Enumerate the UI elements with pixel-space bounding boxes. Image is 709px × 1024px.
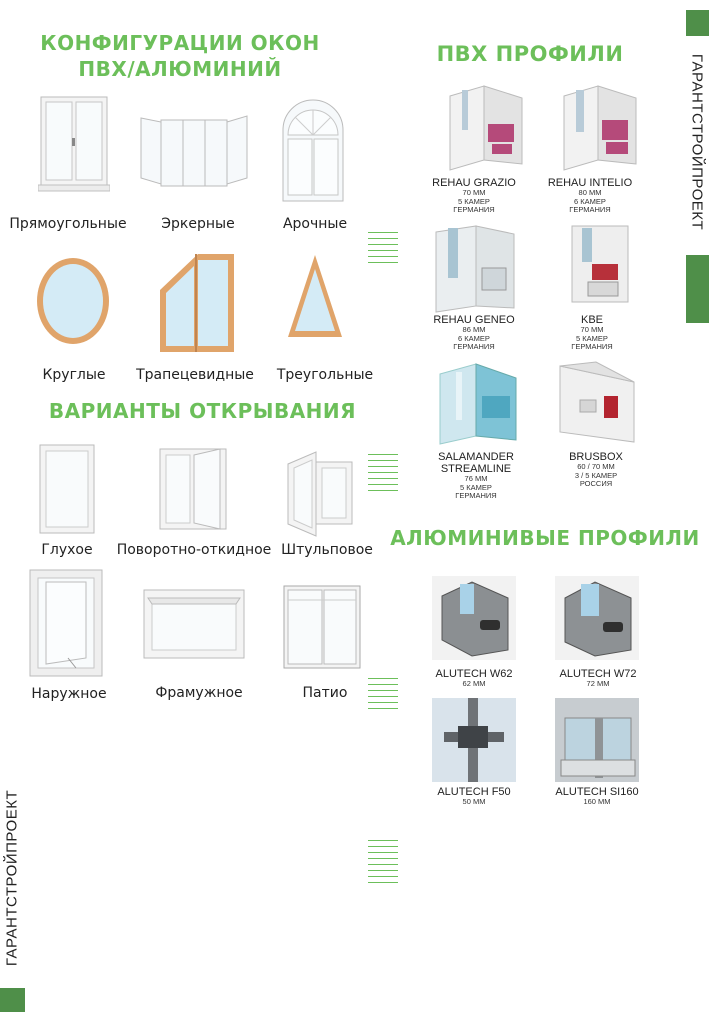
section-title-configs [20,30,340,82]
profile-name: ALUTECH W62 [435,668,513,680]
pvc-profile-2 [538,177,642,215]
profile-spec: ГЕРМАНИЯ [453,205,495,214]
profile-spec: 5 КАМЕР [458,196,490,206]
config-label: Арочные [282,216,348,232]
patio-door-icon [282,584,362,670]
profile-image [432,576,516,660]
alu-profile-3 [424,786,524,807]
profile-spec: 70 ММ [580,325,604,334]
brand-vertical-left: ГАРАНТСТРОЙПРОЕКТ [3,789,21,967]
rectangular-window-icon [38,96,110,196]
trapezoid-window-icon [158,250,236,354]
config-label: Круглые [42,367,106,383]
profile-spec: 6 КАМЕР [458,333,490,343]
decor-lines [368,454,398,496]
profile-image [555,576,639,660]
decor-lines [368,232,398,268]
pvc-profile-1 [422,177,526,215]
profile-spec: 50 ММ [462,797,486,806]
brand-bar-right [686,255,709,323]
arched-window-icon [280,97,346,205]
section-title-alu: АЛЮМИНИВЫЕ ПРОФИЛИ [390,526,700,550]
profile-name: BRUSBOX [569,451,623,463]
profile-spec: 72 ММ [586,679,610,688]
profile-spec: РОССИЯ [579,479,613,488]
profile-image [568,224,632,304]
brand-vertical-right: ГАРАНТСТРОЙПРОЕКТ [688,53,706,231]
profile-spec: 80 ММ [578,188,602,197]
opening-label: Фрамужное [155,685,243,701]
profile-spec: 76 ММ [464,474,488,483]
profile-image [432,698,516,782]
profile-spec: 70 ММ [462,188,486,197]
profile-name: ALUTECH SI160 [555,786,639,798]
profile-spec: 5 КАМЕР [576,333,608,343]
pvc-profile-3 [422,314,526,352]
profile-name: REHAU GENEO [433,314,515,326]
pvc-profile-6 [548,451,644,489]
config-label: Треугольные [276,367,374,383]
opening-label: Глухое [41,542,93,558]
configs-title-line2: ПВХ/АЛЮМИНИЙ [78,57,282,81]
config-label: Эркерные [161,216,235,232]
opening-label: Поворотно-откидное [116,542,272,558]
profile-spec: 6 КАМЕР [574,196,606,206]
profile-image [558,84,642,174]
profile-spec: 3 / 5 КАМЕР [574,470,618,480]
bay-window-icon [139,112,249,192]
profile-name: REHAU GRAZIO [432,177,516,189]
transom-window-icon [142,588,246,660]
profile-spec: ГЕРМАНИЯ [453,342,495,351]
profile-name: SALAMANDER [438,451,514,463]
profile-image [444,84,528,174]
config-label: Трапецевидные [136,367,254,383]
alu-profile-1 [424,668,524,689]
profile-image [436,362,520,446]
fixed-window-icon [38,443,96,535]
profile-spec: 160 ММ [583,797,611,806]
round-window-icon [34,255,112,347]
decor-lines [368,840,398,888]
pvc-profile-4 [544,314,640,352]
profile-name: REHAU INTELIO [547,177,633,189]
profile-spec: 86 ММ [462,325,486,334]
profile-image [555,698,639,782]
profile-image [432,224,518,314]
profile-spec: 5 КАМЕР [460,482,492,492]
brand-bar-top [686,10,709,36]
profile-name-line2: STREAMLINE [440,463,512,475]
pvc-profile-5 [420,451,532,501]
alu-profile-2 [548,668,648,689]
brand-bar-left [0,988,25,1012]
double-sash-window-icon [286,450,356,538]
profile-spec: ГЕРМАНИЯ [455,491,497,500]
tilt-turn-window-icon [158,447,228,531]
configs-title-line1: КОНФИГУРАЦИИ ОКОН [40,31,320,55]
section-title-opening: ВАРИАНТЫ ОТКРЫВАНИЯ [48,399,357,423]
opening-label: Наружное [31,686,107,702]
profile-image [556,360,638,444]
opening-label: Штульповое [281,542,373,558]
decor-lines [368,678,398,714]
opening-label: Патио [302,685,348,701]
profile-spec: 62 ММ [462,679,486,688]
profile-name: ALUTECH F50 [437,786,511,798]
profile-spec: 60 / 70 ММ [577,462,615,471]
triangular-window-icon [286,253,344,339]
profile-spec: ГЕРМАНИЯ [571,342,613,351]
outward-window-icon [28,568,104,678]
config-label: Прямоугольные [9,216,127,232]
section-title-pvc: ПВХ ПРОФИЛИ [436,42,624,66]
profile-name: KBE [580,314,603,326]
alu-profile-4 [546,786,648,807]
profile-spec: ГЕРМАНИЯ [569,205,611,214]
profile-name: ALUTECH W72 [559,668,637,680]
